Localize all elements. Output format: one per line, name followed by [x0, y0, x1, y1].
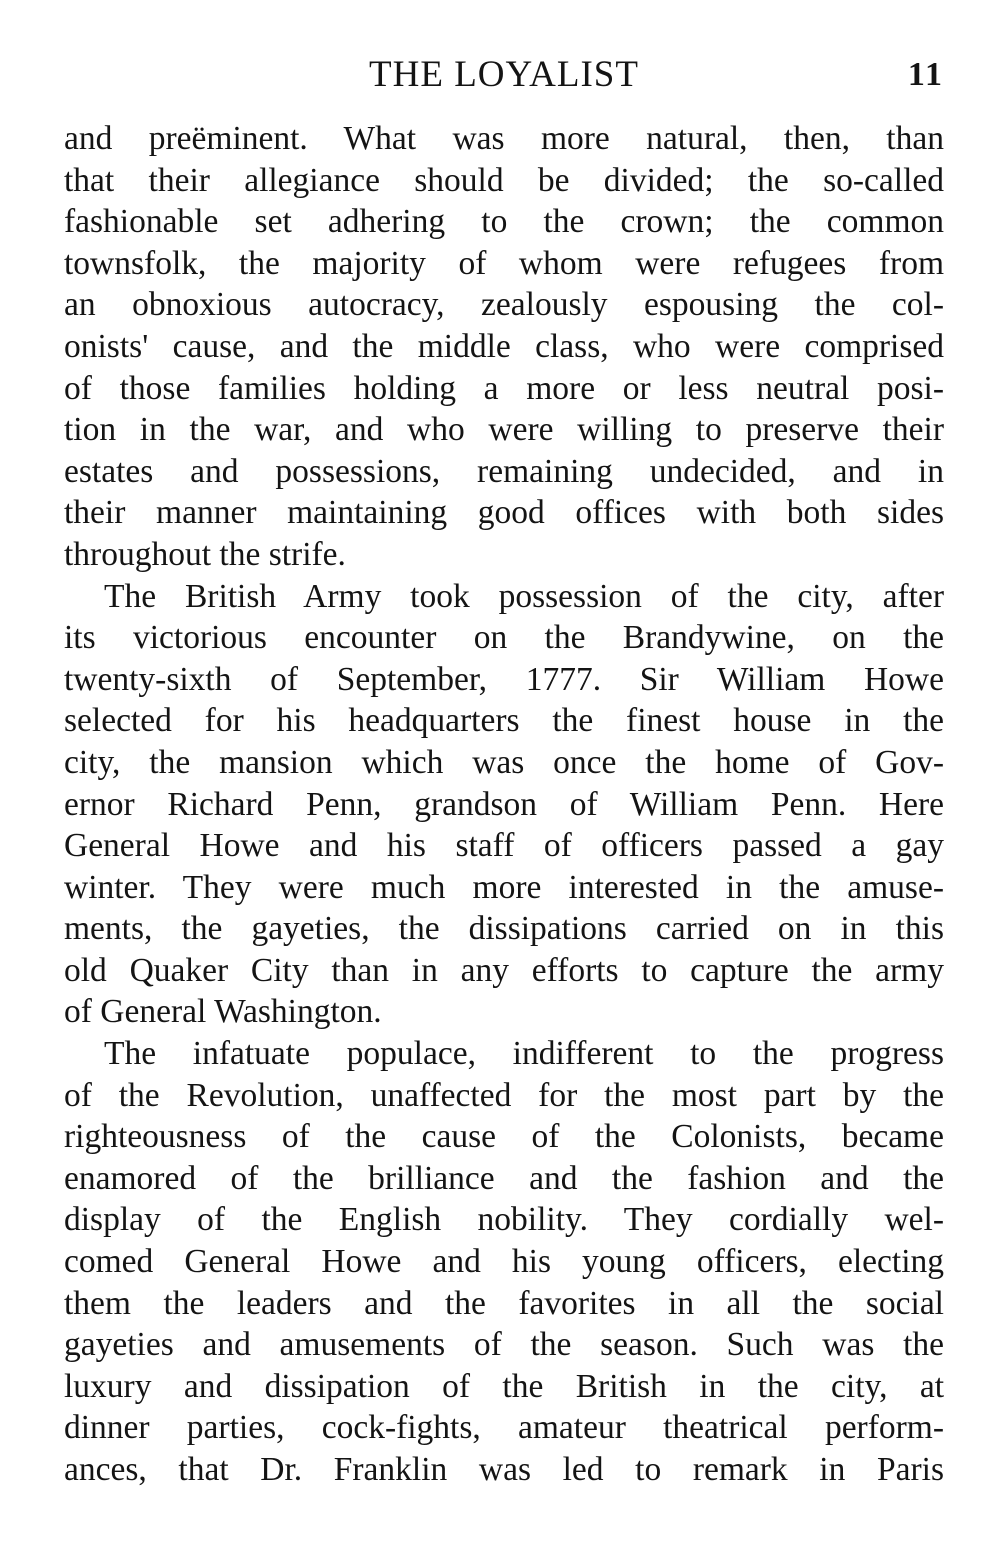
- text-line: its victorious encounter on the Brandywine, on the: [64, 619, 944, 657]
- text-line: winter. They were much more interested in the amuse-: [64, 868, 944, 906]
- body-text: [64, 118, 944, 1491]
- text-line: old Quaker City than in any efforts to capture the army: [64, 951, 944, 989]
- running-head: [64, 52, 944, 98]
- text-line: ernor Richard Penn, grandson of William Penn. Here: [64, 785, 944, 823]
- text-line: ances, that Dr. Franklin was led to remark in Paris: [64, 1451, 944, 1488]
- text-line: General Howe and his staff of officers passed a gay: [64, 827, 944, 865]
- text-line: that their allegiance should be divided; the so-called: [64, 161, 944, 199]
- text-line: fashionable set adhering to the crown; the common: [64, 203, 944, 241]
- text-line: townsfolk, the majority of whom were refugees from: [64, 244, 944, 282]
- text-line: luxury and dissipation of the British in the city, at: [64, 1367, 944, 1405]
- text-line: their manner maintaining good offices with both sides: [64, 494, 944, 532]
- text-line: righteousness of the cause of the Colonists, became: [64, 1118, 944, 1156]
- text-line: ments, the gayeties, the dissipations carried on in this: [64, 910, 944, 948]
- text-line: gayeties and amusements of the season. Such was the: [64, 1326, 944, 1364]
- text-line: city, the mansion which was once the home of Gov-: [64, 743, 944, 781]
- text-line: them the leaders and the favorites in all the social: [64, 1284, 944, 1322]
- text-line: The infatuate populace, indifferent to the progress: [104, 1035, 944, 1073]
- running-title: THE LOYALIST: [369, 54, 639, 95]
- text-line: display of the English nobility. They cordially wel-: [64, 1201, 944, 1239]
- text-line: selected for his headquarters the finest house in the: [64, 702, 944, 740]
- paragraph-infatuate-populace: [64, 1033, 944, 1491]
- text-line: of the Revolution, unaffected for the most part by the: [64, 1076, 944, 1114]
- text-line: comed General Howe and his young officers, electing: [64, 1243, 944, 1281]
- paragraph-continued: [64, 118, 944, 576]
- page-number: 11: [907, 56, 944, 93]
- text-line: of General Washington.: [64, 993, 382, 1031]
- text-line: of those families holding a more or less neutral posi-: [64, 369, 944, 407]
- text-line: an obnoxious autocracy, zealously espousing the col-: [64, 286, 944, 324]
- text-line: tion in the war, and who were willing to preserve their: [64, 411, 944, 449]
- text-line: onists' cause, and the middle class, who were comprised: [64, 327, 944, 365]
- text-line: estates and possessions, remaining undecided, and in: [64, 452, 944, 490]
- text-line: and preëminent. What was more natural, then, than: [64, 120, 944, 157]
- paragraph-british-army: [64, 576, 944, 1034]
- text-line: throughout the strife.: [64, 535, 346, 573]
- text-line: twenty-sixth of September, 1777. Sir William Howe: [64, 660, 944, 698]
- text-line: dinner parties, cock-fights, amateur theatrical perform-: [64, 1409, 944, 1447]
- text-line: enamored of the brilliance and the fashion and the: [64, 1159, 944, 1197]
- text-line: The British Army took possession of the city, after: [104, 577, 944, 615]
